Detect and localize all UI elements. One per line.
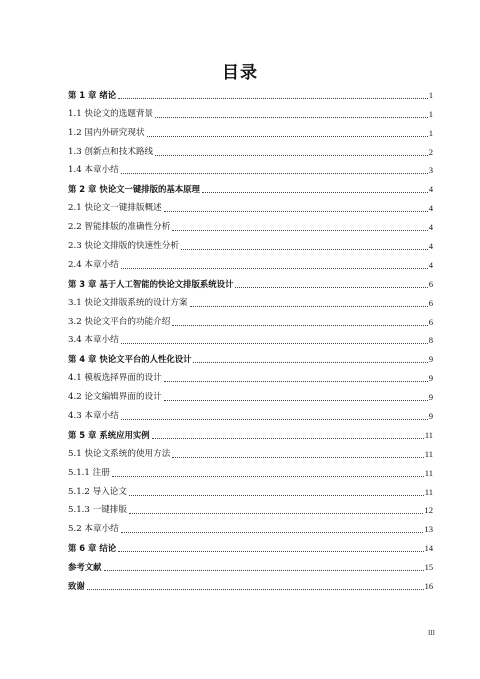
- toc-entry-page-number: 11: [424, 430, 433, 440]
- toc-entry-label: 2.3 快论文排版的快速性分析: [68, 241, 179, 252]
- toc-entry-label: 5.1.2 导入论文: [68, 486, 127, 497]
- toc-section-entry[interactable]: [68, 479, 433, 498]
- page-number: III: [428, 629, 435, 637]
- dot-leader: [172, 229, 427, 231]
- dot-leader: [190, 305, 428, 307]
- toc-section-entry[interactable]: [68, 101, 433, 120]
- toc-title: 目录: [222, 63, 258, 83]
- dot-leader: [202, 191, 428, 193]
- toc-entry-label: 4.2 论文编辑界面的设计: [68, 392, 162, 403]
- dot-leader: [112, 475, 424, 477]
- dot-leader: [118, 550, 424, 552]
- toc-entry-label: 第 1 章 绪论: [68, 89, 117, 100]
- toc-entry-page-number: 9: [428, 411, 433, 422]
- dot-leader: [104, 569, 424, 571]
- dot-leader: [121, 418, 428, 420]
- toc-entry-label: 第 4 章 快论文平台的人性化设计: [68, 354, 192, 365]
- toc-section-entry[interactable]: [68, 139, 433, 158]
- toc-entry-page-number: 14: [424, 544, 433, 554]
- toc-chapter-entry[interactable]: [68, 554, 433, 573]
- toc-section-entry[interactable]: [68, 233, 433, 252]
- dot-leader: [155, 154, 428, 156]
- toc-entry-label: 3.2 快论文平台的功能介绍: [68, 316, 171, 327]
- toc-entry-page-number: 3: [428, 165, 433, 176]
- toc-section-entry[interactable]: [68, 195, 433, 214]
- dot-leader: [121, 342, 428, 344]
- toc-entry-page-number: 4: [428, 241, 433, 252]
- toc-entry-page-number: 9: [428, 373, 433, 384]
- toc-entry-label: 参考文献: [68, 562, 102, 573]
- dot-leader: [164, 380, 428, 382]
- dot-leader: [193, 361, 427, 363]
- toc-entry-label: 5.2 本章小结: [68, 524, 119, 535]
- dot-leader: [118, 97, 428, 99]
- toc-section-entry[interactable]: [68, 498, 433, 517]
- toc-entry-label: 5.1.1 注册: [68, 467, 110, 478]
- toc-section-entry[interactable]: [68, 252, 433, 271]
- toc-entry-page-number: 11: [424, 448, 433, 459]
- toc-entry-label: 4.1 模板选择界面的设计: [68, 373, 162, 384]
- toc-entry-label: 第 6 章 结论: [68, 543, 117, 554]
- toc-section-entry[interactable]: [68, 384, 433, 403]
- toc-entry-page-number: 1: [428, 90, 433, 100]
- toc-entry-page-number: 1: [428, 127, 433, 138]
- toc-entry-page-number: 6: [428, 316, 433, 327]
- toc-entry-label: 2.4 本章小结: [68, 259, 119, 270]
- dot-leader: [121, 172, 428, 174]
- dot-leader: [87, 588, 424, 590]
- toc-section-entry[interactable]: [68, 158, 433, 177]
- toc-entry-page-number: 4: [428, 222, 433, 233]
- toc-entry-label: 1.1 快论文的选题背景: [68, 108, 154, 119]
- toc-entry-label: 1.3 创新点和技术路线: [68, 146, 154, 157]
- toc-section-entry[interactable]: [68, 403, 433, 422]
- dot-leader: [172, 456, 423, 458]
- toc-entry-label: 第 3 章 基于人工智能的快论文排版系统设计: [68, 278, 234, 289]
- toc-entry-page-number: 15: [424, 563, 433, 573]
- toc-section-entry[interactable]: [68, 328, 433, 347]
- dot-leader: [147, 135, 428, 137]
- dot-leader: [164, 210, 428, 212]
- toc-entry-label: 第 5 章 系统应用实例: [68, 429, 150, 440]
- toc-entry-label: 3.1 快论文排版系统的设计方案: [68, 297, 188, 308]
- toc-entry-page-number: 4: [428, 185, 433, 195]
- toc-chapter-entry[interactable]: [68, 82, 433, 101]
- toc-chapter-entry[interactable]: [68, 535, 433, 554]
- toc-entry-page-number: 4: [428, 203, 433, 214]
- toc-section-entry[interactable]: [68, 309, 433, 328]
- toc-entry-label: 5.1.3 一键排版: [68, 505, 127, 516]
- toc-entry-label: 2.1 快论文一键排版概述: [68, 203, 162, 214]
- toc-chapter-entry[interactable]: [68, 573, 433, 592]
- toc-entry-page-number: 6: [428, 297, 433, 308]
- toc-entry-page-number: 11: [424, 467, 433, 478]
- toc-entry-label: 3.4 本章小结: [68, 335, 119, 346]
- dot-leader: [155, 116, 428, 118]
- dot-leader: [129, 512, 423, 514]
- toc-section-entry[interactable]: [68, 441, 433, 460]
- dot-leader: [152, 437, 424, 439]
- dot-leader: [172, 324, 427, 326]
- toc-chapter-entry[interactable]: [68, 346, 433, 365]
- toc-section-entry[interactable]: [68, 460, 433, 479]
- dot-leader: [121, 531, 424, 533]
- toc-entry-page-number: 9: [428, 355, 433, 365]
- toc-entry-page-number: 16: [424, 582, 433, 592]
- toc-entry-label: 4.3 本章小结: [68, 411, 119, 422]
- toc-section-entry[interactable]: [68, 214, 433, 233]
- toc-section-entry[interactable]: [68, 516, 433, 535]
- dot-leader: [121, 267, 428, 269]
- toc-entry-page-number: 1: [428, 108, 433, 119]
- toc-chapter-entry[interactable]: [68, 422, 433, 441]
- toc-entry-page-number: 8: [428, 335, 433, 346]
- toc-entry-label: 致谢: [68, 581, 85, 592]
- toc-entry-label: 第 2 章 快论文一键排版的基本原理: [68, 184, 200, 195]
- toc-chapter-entry[interactable]: [68, 176, 433, 195]
- toc-entry-page-number: 4: [428, 259, 433, 270]
- toc-entry-page-number: 11: [424, 486, 433, 497]
- toc-entry-label: 1.2 国内外研究现状: [68, 127, 145, 138]
- toc-section-entry[interactable]: [68, 365, 433, 384]
- toc-entry-label: 2.2 智能排版的准确性分析: [68, 222, 171, 233]
- table-of-contents: [68, 82, 433, 592]
- toc-entry-page-number: 9: [428, 392, 433, 403]
- toc-entry-label: 1.4 本章小结: [68, 165, 119, 176]
- dot-leader: [164, 399, 428, 401]
- toc-entry-label: 5.1 快论文系统的使用方法: [68, 448, 171, 459]
- dot-leader: [181, 248, 428, 250]
- dot-leader: [129, 494, 424, 496]
- toc-entry-page-number: 6: [428, 279, 433, 289]
- toc-chapter-entry[interactable]: [68, 271, 433, 290]
- toc-entry-page-number: 13: [424, 524, 433, 535]
- toc-entry-page-number: 2: [428, 146, 433, 157]
- dot-leader: [235, 286, 427, 288]
- toc-section-entry[interactable]: [68, 120, 433, 139]
- toc-section-entry[interactable]: [68, 290, 433, 309]
- toc-entry-page-number: 12: [424, 505, 433, 516]
